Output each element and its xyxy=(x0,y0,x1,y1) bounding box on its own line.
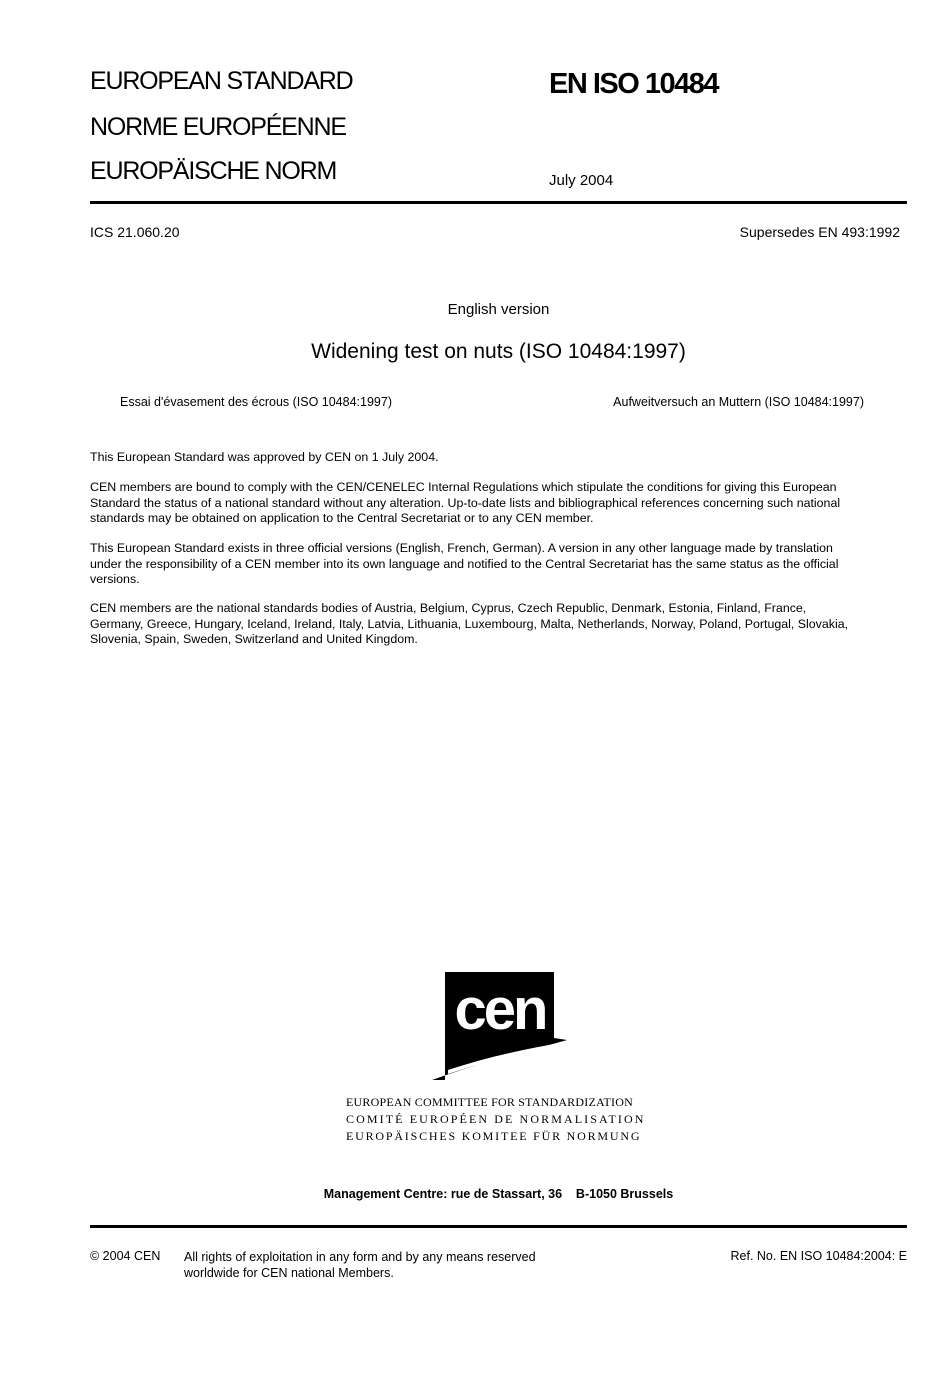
paragraph-members xyxy=(90,601,910,648)
rights-line: worldwide for CEN national Members. xyxy=(184,1266,394,1280)
standard-name-fr: NORME EUROPÉENNE xyxy=(90,113,346,141)
cen-name-fr: COMITÉ EUROPÉEN DE NORMALISATION xyxy=(346,1112,646,1126)
supersedes: Supersedes EN 493:1992 xyxy=(739,224,900,240)
rights-line: All rights of exploitation in any form and by any means reserved xyxy=(184,1250,536,1264)
cen-logo-wordmark: cen xyxy=(454,977,546,1042)
footer-rule xyxy=(90,1225,907,1228)
header-rule xyxy=(90,201,907,204)
cen-name-de: EUROPÄISCHES KOMITEE FÜR NORMUNG xyxy=(346,1129,642,1143)
approval-statement: This European Standard was approved by CEN on 1 July 2004. xyxy=(90,450,439,464)
paragraph-line: Standard the status of a national standard without any alteration. Up-to-date lists and bibliographical references concerning such national xyxy=(90,495,841,510)
paragraph-line: Slovenia, Spain, Sweden, Switzerland and United Kingdom. xyxy=(90,632,418,646)
paragraph-line: standards may be obtained on application to the Central Secretariat or to any CEN member. xyxy=(90,511,594,525)
paragraph-line: CEN members are the national standards bodies of Austria, Belgium, Cyprus, Czech Republic, Denmark, Estonia, Finland, France, xyxy=(90,601,807,615)
paragraph-line: Germany, Greece, Hungary, Iceland, Ireland, Italy, Latvia, Lithuania, Luxembourg, Malta, Netherlands, Norway, Poland, Portugal, Slovakia, xyxy=(90,616,849,631)
cen-logo-icon xyxy=(430,972,570,1084)
standard-name-en: EUROPEAN STANDARD xyxy=(90,67,353,95)
management-address: Management Centre: rue de Stassart, 36 B-1050 Brussels xyxy=(323,1187,674,1201)
standard-name-de: EUROPÄISCHE NORM xyxy=(90,157,337,185)
reference-number: Ref. No. EN ISO 10484:2004: E xyxy=(730,1249,907,1263)
paragraph-line: This European Standard exists in three official versions (English, French, German). A version in any other language made by translation xyxy=(90,541,833,555)
paragraph-versions xyxy=(90,541,910,588)
version-label: English version xyxy=(447,301,550,318)
ics-code: ICS 21.060.20 xyxy=(90,224,180,240)
paragraph-compliance xyxy=(90,480,910,527)
standard-number: EN ISO 10484 xyxy=(549,68,718,100)
title-french: Essai d'évasement des écrous (ISO 10484:1997) xyxy=(120,395,392,409)
copyright: © 2004 CEN xyxy=(90,1249,161,1263)
rights-notice xyxy=(184,1249,536,1281)
cen-name-en: EUROPEAN COMMITTEE FOR STANDARDIZATION xyxy=(346,1095,633,1109)
publication-date: July 2004 xyxy=(549,172,614,189)
paragraph-line: versions. xyxy=(90,572,140,586)
title-german: Aufweitversuch an Muttern (ISO 10484:1997) xyxy=(613,395,864,409)
paragraph-line: under the responsibility of a CEN member into its own language and notified to the Central Secretariat has the same status as the official xyxy=(90,556,839,571)
document-title: Widening test on nuts (ISO 10484:1997) xyxy=(311,340,686,363)
paragraph-line: CEN members are bound to comply with the CEN/CENELEC Internal Regulations which stipulate the conditions for giving this European xyxy=(90,480,837,494)
